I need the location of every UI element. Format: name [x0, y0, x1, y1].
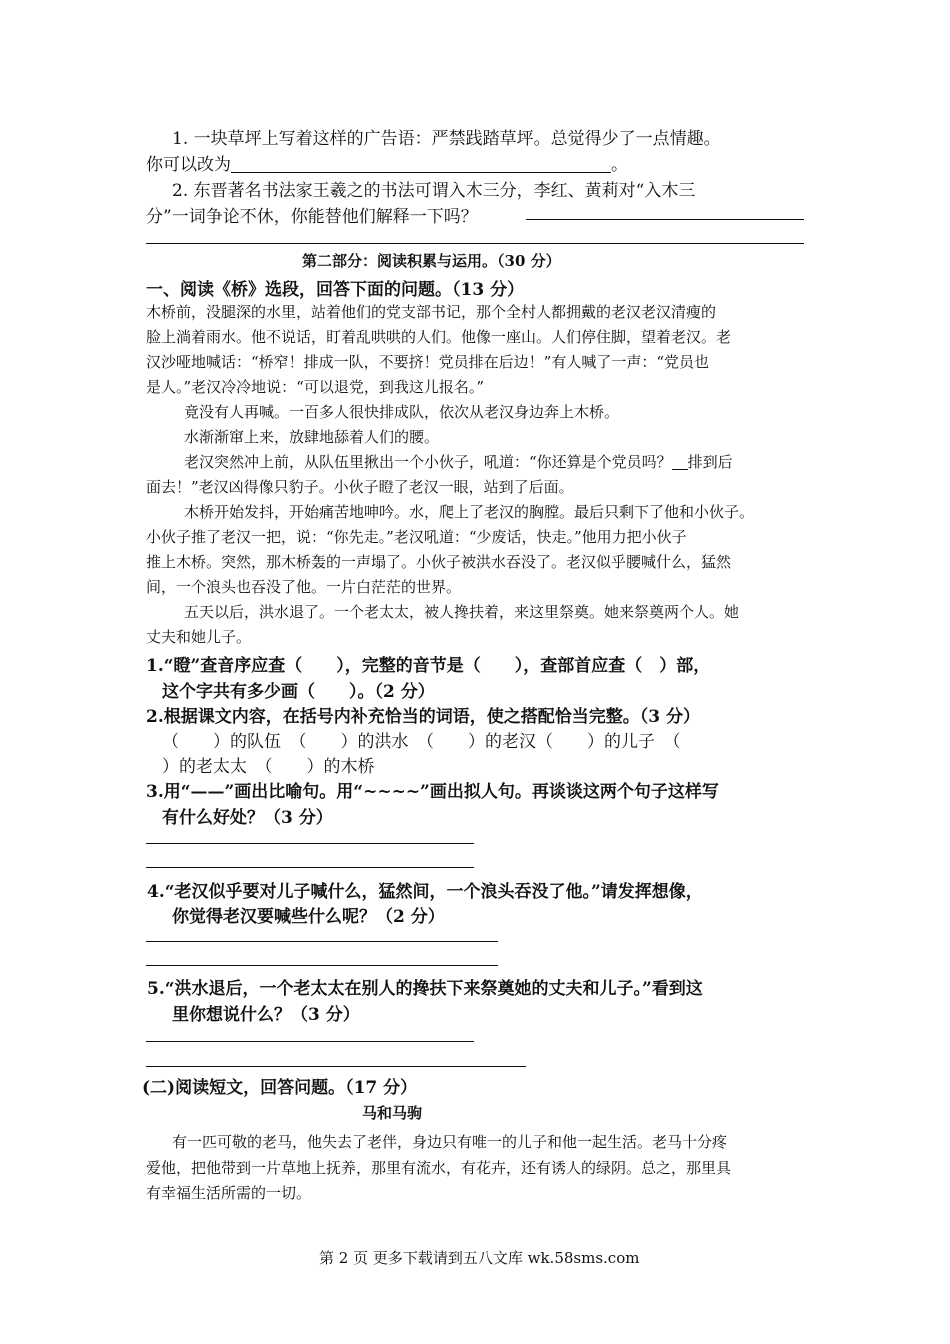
question-5-line2: 里你想说什么？（3 分）	[172, 1005, 360, 1025]
passage-line: 丈夫和她儿子。	[146, 628, 252, 646]
passage-line: 竟没有人再喊。一百多人很快排成队，依次从老汉身边奔上木桥。	[184, 403, 620, 421]
passage-line: 面去！”老汉凶得像只豹子。小伙子瞪了老汉一眼，站到了后面。	[146, 478, 574, 496]
section1-heading: 一、阅读《桥》选段，回答下面的问题。（13 分）	[146, 280, 525, 300]
passage-line: 木桥前，没腿深的水里，站着他们的党支部书记，那个全村人都拥戴的老汉老汉清瘦的	[146, 303, 717, 321]
section2-passage-line: 爱他，把他带到一片草地上抚养，那里有流水，有花卉，还有诱人的绿阴。总之，那里具	[146, 1159, 732, 1177]
question-1-line2: 这个字共有多少画（ ）。（2 分）	[162, 682, 435, 702]
passage-text: 老汉突然冲上前，从队伍里揪出一个小伙子，吼道：“你还算是个党员吗？	[184, 453, 672, 471]
passage-text: 排到后	[687, 453, 733, 471]
q2-answer-blank-2[interactable]	[146, 243, 804, 244]
question-3-answer-line[interactable]	[146, 867, 474, 868]
question-2-line2: （ ）的队伍 （ ）的洪水 （ ）的老汉（ ）的儿子 （	[162, 732, 681, 752]
passage-line: 汉沙哑地喊话：“桥窄！排成一队，不要挤！党员排在后边！”有人喊了一声：“党员也	[146, 353, 710, 371]
question-3-answer-line[interactable]	[146, 843, 474, 844]
question-2-line3: ）的老太太 （ ）的木桥	[162, 757, 375, 777]
passage-blank[interactable]	[672, 455, 688, 470]
passage-line: 木桥开始发抖，开始痛苦地呻吟。水，爬上了老汉的胸膛。最后只剩下了他和小伙子。	[184, 503, 755, 521]
q1-prefix: 你可以改为	[146, 155, 231, 175]
q1-suffix: 。	[611, 155, 628, 175]
passage-line: 五天以后，洪水退了。一个老太太，被人搀扶着，来这里祭奠。她来祭奠两个人。她	[184, 603, 740, 621]
question-3-line1: 3.用“——”画出比喻句。用“~~~~”画出拟人句。再谈谈这两个句子这样写	[146, 782, 719, 802]
passage-line: 小伙子推了老汉一把，说：“你先走。”老汉吼道：“少废话，快走。”他用力把小伙子	[146, 528, 687, 546]
passage-line	[184, 451, 733, 472]
q2-text: 分”一词争论不休，你能替他们解释一下吗？	[146, 207, 478, 227]
question-4-line2: 你觉得老汉要喊些什么呢？（2 分）	[172, 907, 445, 927]
q2-line1: 2. 东晋著名书法家王羲之的书法可谓入木三分，李红、黄莉对“入木三	[172, 181, 696, 201]
q1-answer-blank[interactable]	[231, 154, 611, 173]
page-footer: 第 2 页 更多下载请到五八文库 wk.58sms.com	[319, 1249, 640, 1267]
passage-line: 脸上淌着雨水。他不说话，盯着乱哄哄的人们。他像一座山。人们停住脚，望着老汉。老	[146, 328, 732, 346]
q2-line2	[146, 202, 478, 227]
question-5-answer-line[interactable]	[146, 1066, 526, 1067]
section2-passage-line: 有一匹可敬的老马，他失去了老伴，身边只有唯一的儿子和他一起生活。老马十分疼	[172, 1133, 728, 1151]
question-2-line1: 2.根据课文内容，在括号内补充恰当的词语，使之搭配恰当完整。（3 分）	[146, 707, 700, 727]
passage-line: 间，一个浪头也吞没了他。一片白茫茫的世界。	[146, 578, 462, 596]
question-3-line2: 有什么好处？（3 分）	[162, 808, 333, 828]
question-4-line1: 4.“老汉似乎要对儿子喊什么，猛然间，一个浪头吞没了他。”请发挥想像，	[147, 882, 703, 902]
q1-line2	[146, 150, 628, 175]
section2-heading: (二)阅读短文，回答问题。（17 分）	[142, 1078, 418, 1098]
question-5-line1: 5.“洪水退后，一个老太太在别人的搀扶下来祭奠她的丈夫和儿子。”看到这	[147, 979, 703, 999]
question-1-line1: 1.“瞪”查音序应查（ ），完整的音节是（ ），查部首应查（ ）部，	[146, 656, 711, 676]
question-4-answer-line[interactable]	[146, 965, 498, 966]
question-5-answer-line[interactable]	[146, 1041, 474, 1042]
section2-title: 马和马驹	[362, 1104, 423, 1122]
q2-answer-blank[interactable]	[526, 219, 804, 220]
part2-heading: 第二部分：阅读积累与运用。（30 分）	[302, 252, 561, 270]
section2-passage-line: 有幸福生活所需的一切。	[146, 1184, 312, 1202]
question-4-answer-line[interactable]	[146, 941, 498, 942]
passage-line: 推上木桥。突然，那木桥轰的一声塌了。小伙子被洪水吞没了。老汉似乎腰喊什么，猛然	[146, 553, 732, 571]
q1-line1: 1. 一块草坪上写着这样的广告语：严禁践踏草坪。总觉得少了一点情趣。	[172, 129, 721, 149]
passage-line: 是人。”老汉冷冷地说：“可以退党，到我这儿报名。”	[146, 378, 485, 396]
passage-line: 水渐渐窜上来，放肆地舔着人们的腰。	[184, 428, 440, 446]
